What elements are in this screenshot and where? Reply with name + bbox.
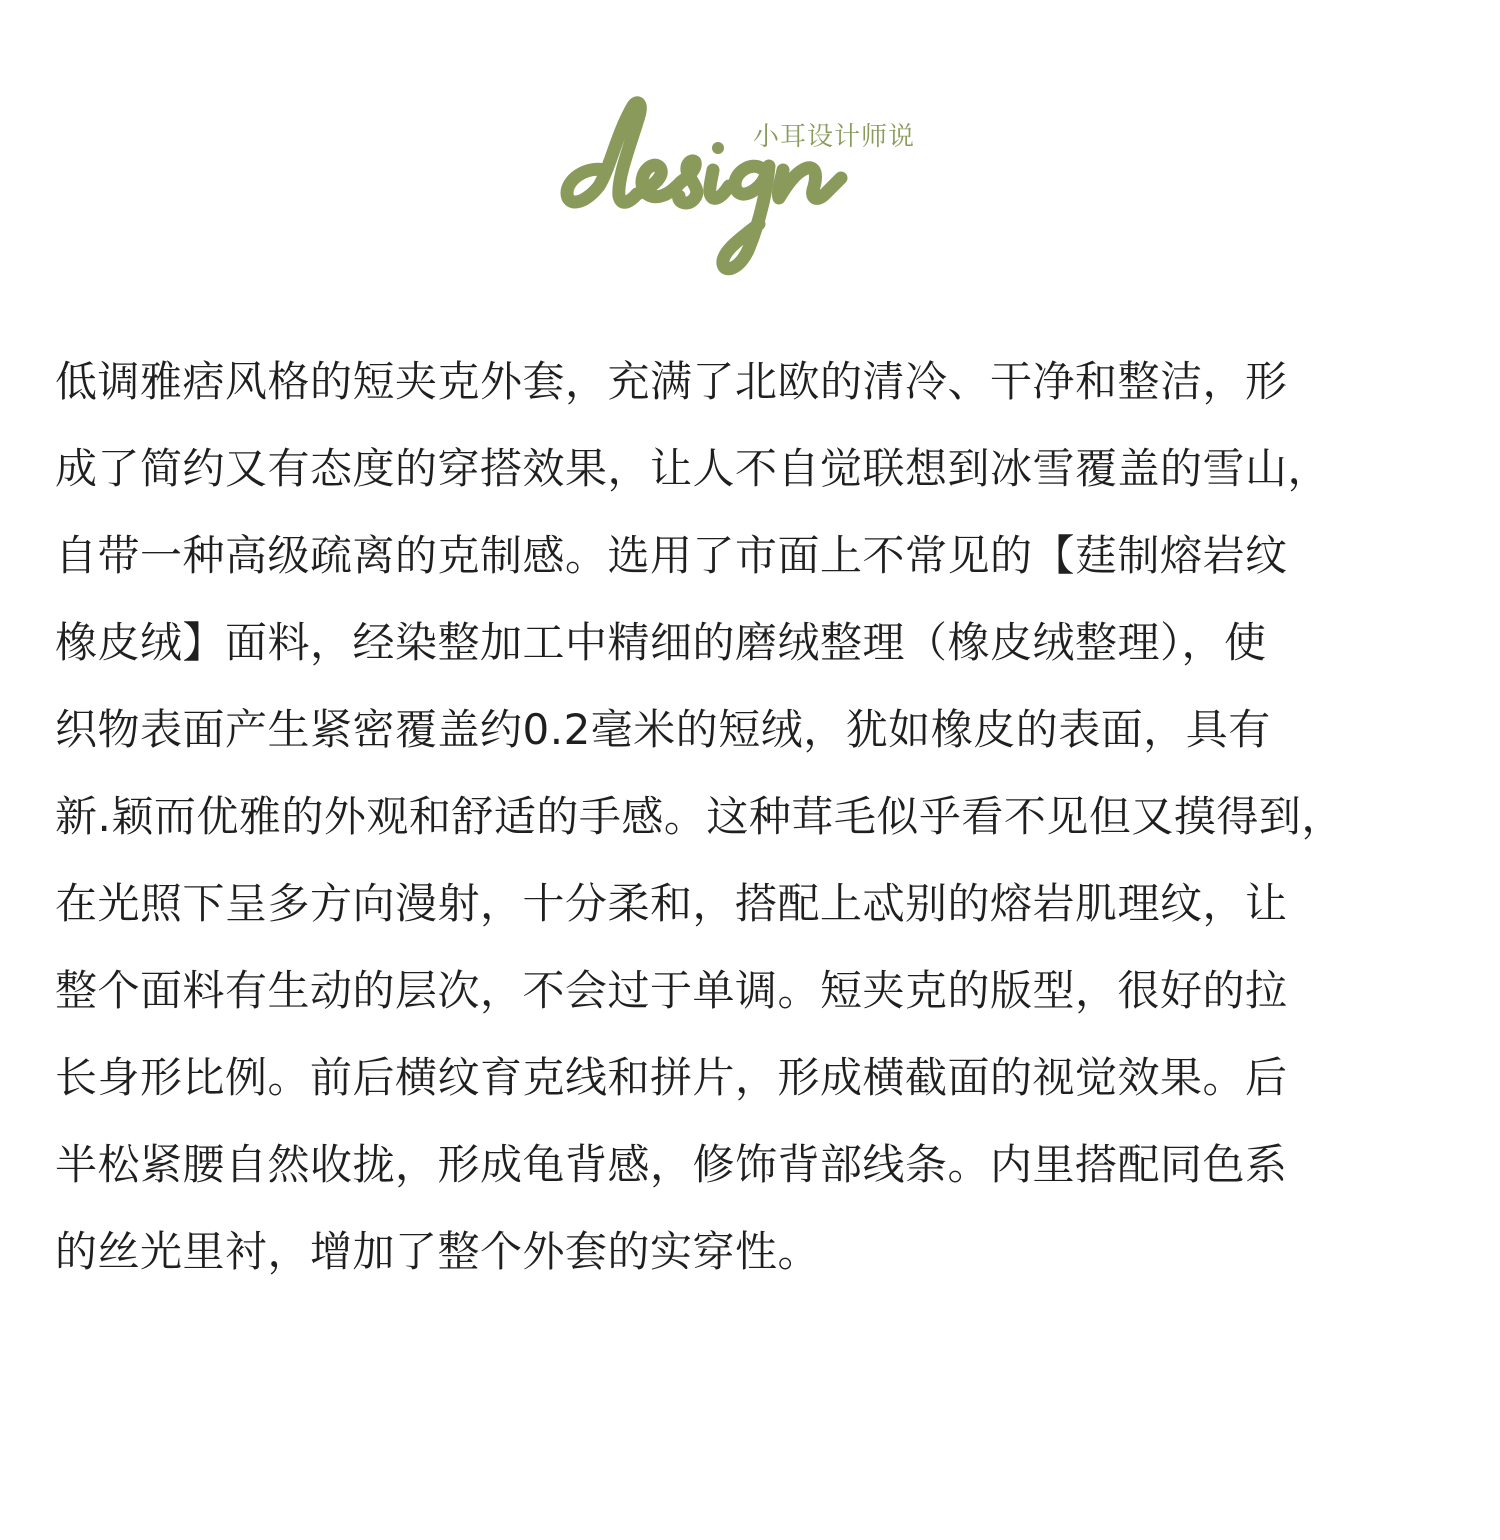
article-line: 半松紧腰自然收拢，形成龟背感，修饰背部线条。内里搭配同色系 xyxy=(55,1140,1288,1189)
article-line: 在光照下呈多方向漫射，十分柔和，搭配上忒别的熔岩肌理纹，让 xyxy=(55,879,1288,928)
article-line: 的丝光里衬，增加了整个外套的实穿性。 xyxy=(55,1227,821,1276)
article-body xyxy=(55,338,1445,1295)
article-line: 长身形比例。前后横纹育克线和拼片，形成横截面的视觉效果。后 xyxy=(55,1053,1288,1102)
article-line: 自带一种高级疏离的克制感。选用了市面上不常见的【莛制熔岩纹 xyxy=(55,531,1288,580)
article-line: 橡皮绒】面料，经染整加工中精细的磨绒整理（橡皮绒整理），使 xyxy=(55,618,1267,667)
article-line: 成了简约又有态度的穿搭效果，让人不自觉联想到冰雪覆盖的雪山， xyxy=(55,444,1331,493)
article-line: 织物表面产生紧密覆盖约0.2毫米的短绒，犹如橡皮的表面，具有 xyxy=(55,705,1271,754)
article-line: 整个面料有生动的层次，不会过于单调。短夹克的版型，很好的拉 xyxy=(55,966,1288,1015)
article-line: 新.颖而优雅的外观和舒适的手感。这种茸毛似乎看不见但又摸得到， xyxy=(55,792,1344,841)
design-script-logo-icon xyxy=(555,88,955,293)
logo-chinese-text: 小耳设计师说 xyxy=(753,122,916,152)
brand-logo xyxy=(555,88,955,293)
article-line: 低调雅痞风格的短夹克外套，充满了北欧的清冷、干净和整洁，形 xyxy=(55,357,1288,406)
header xyxy=(0,0,1500,300)
